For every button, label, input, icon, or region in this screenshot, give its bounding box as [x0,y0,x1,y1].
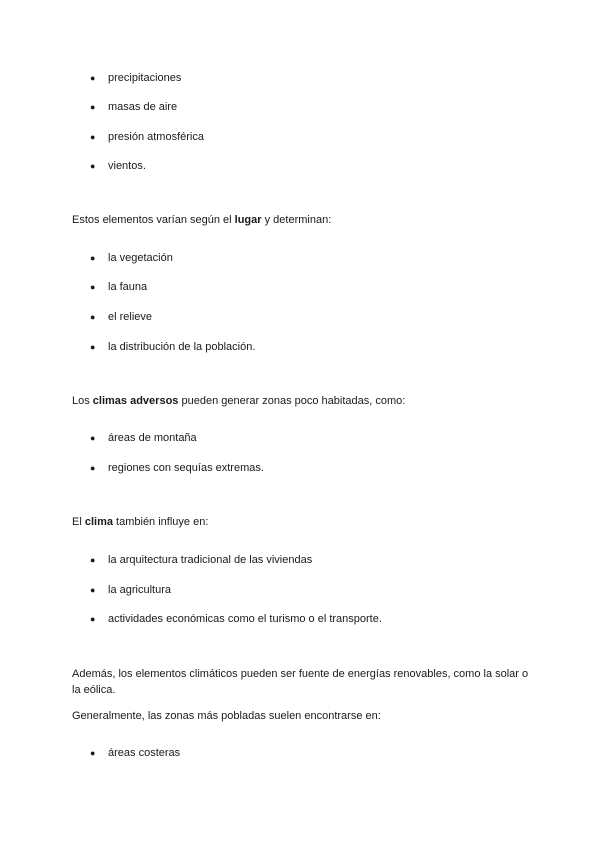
list-item: ● presión atmosférica [90,131,204,143]
list-item: ● la vegetación [90,252,173,264]
paragraph: Los climas adversos pueden generar zonas poco habitadas, como: [72,395,406,407]
list-item: ● áreas costeras [90,747,181,759]
list-item: ● actividades económicas como el turismo o el transporte. [90,613,382,625]
bullet-icon: ● [90,312,96,322]
list-item: ● la agricultura [90,584,171,596]
bold-term: climas adversos [92,395,179,407]
bullet-icon: ● [90,555,96,565]
paragraph: Estos elementos varían según el lugar y determinan: [72,214,332,226]
list-item: ● masas de aire [90,101,178,113]
list-item: ● la distribución de la población. [90,341,256,353]
list-item: ● regiones con sequías extremas. [90,462,264,474]
list-item: ● la fauna [90,281,148,293]
bullet-icon: ● [90,463,96,473]
list-item: ● el relieve [90,311,153,323]
bullet-icon: ● [90,253,96,263]
bullet-icon: ● [90,73,96,83]
bullet-icon: ● [90,614,96,624]
bullet-icon: ● [90,161,96,171]
bullet-icon: ● [90,433,96,443]
list-item: ● vientos. [90,160,146,172]
list-item: ● precipitaciones [90,72,182,84]
paragraph: Además, los elementos climáticos pueden ser fuente de energías renovables, como la solar o la eólica. [72,668,529,696]
bullet-icon: ● [90,342,96,352]
bullet-icon: ● [90,748,96,758]
bullet-icon: ● [90,132,96,142]
paragraph: Generalmente, las zonas más pobladas suelen encontrarse en: [72,710,381,722]
bullet-icon: ● [90,282,96,292]
paragraph: El clima también influye en: [72,516,209,528]
bullet-icon: ● [90,102,96,112]
list-item: ● áreas de montaña [90,432,197,444]
bullet-icon: ● [90,585,96,595]
list-item: ● la arquitectura tradicional de las viviendas [90,554,313,566]
bold-term: clima [84,516,113,528]
bold-term: lugar [234,214,262,226]
